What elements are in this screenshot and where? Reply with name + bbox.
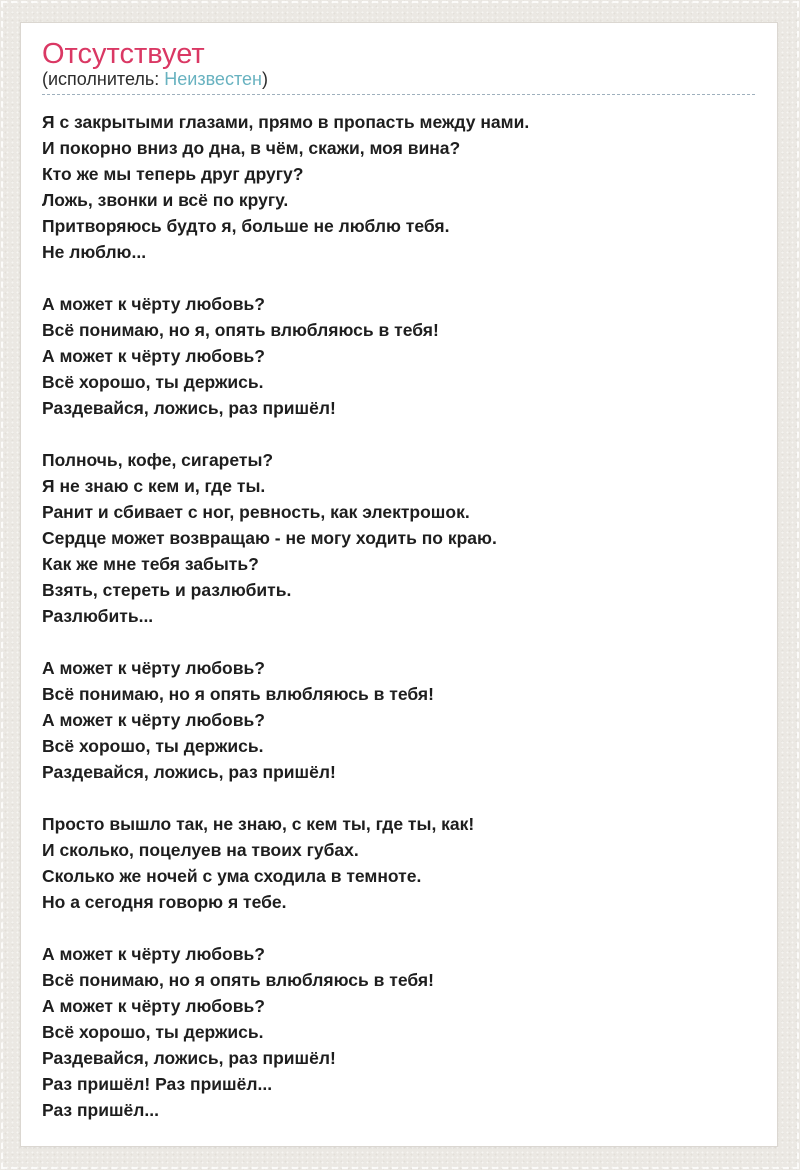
artist-line	[42, 69, 755, 95]
lyric-line: И покорно вниз до дна, в чём, скажи, моя вина?	[42, 138, 461, 158]
lyrics	[42, 109, 755, 1123]
lyric-line: Как же мне тебя забыть?	[42, 554, 259, 574]
lyric-line: Разлюбить...	[42, 606, 154, 626]
lyric-line: Полночь, кофе, сигареты?	[42, 450, 274, 470]
lyric-line: Всё понимаю, но я опять влюбляюсь в тебя!	[42, 684, 434, 704]
lyrics-stanza	[42, 655, 755, 785]
lyric-line: Кто же мы теперь друг другу?	[42, 164, 304, 184]
artist-label-prefix: (исполнитель:	[42, 69, 165, 89]
lyric-line: Ложь, звонки и всё по кругу.	[42, 190, 289, 210]
lyric-line: Всё хорошо, ты держись.	[42, 1022, 264, 1042]
lyric-line: Раздевайся, ложись, раз пришёл!	[42, 762, 336, 782]
lyric-line: А может к чёрту любовь?	[42, 710, 265, 730]
lyric-line: Всё понимаю, но я, опять влюбляюсь в тебя!	[42, 320, 439, 340]
lyric-line: Всё хорошо, ты держись.	[42, 372, 264, 392]
lyrics-stanza	[42, 109, 755, 265]
lyric-line: Раз пришёл! Раз пришёл...	[42, 1074, 273, 1094]
lyric-line: Всё понимаю, но я опять влюбляюсь в тебя!	[42, 970, 434, 990]
lyrics-stanza	[42, 941, 755, 1123]
lyric-line: А может к чёрту любовь?	[42, 346, 265, 366]
lyric-line: Раздевайся, ложись, раз пришёл!	[42, 398, 336, 418]
lyrics-stanza	[42, 291, 755, 421]
artist-link[interactable]: Неизвестен	[164, 69, 262, 89]
lyrics-stanza	[42, 447, 755, 629]
lyric-line: Я не знаю с кем и, где ты.	[42, 476, 266, 496]
lyrics-stanza	[42, 811, 755, 915]
artist-label-suffix: )	[261, 69, 268, 89]
lyric-line: А может к чёрту любовь?	[42, 658, 265, 678]
lyric-line: Притворяюсь будто я, больше не люблю тебя.	[42, 216, 450, 236]
song-title: Отсутствует	[42, 38, 205, 70]
lyric-line: Взять, стереть и разлюбить.	[42, 580, 292, 600]
lyric-line: Сколько же ночей с ума сходила в темноте.	[42, 866, 422, 886]
lyric-line: И сколько, поцелуев на твоих губах.	[42, 840, 359, 860]
lyric-line: Раз пришёл...	[42, 1100, 159, 1120]
lyric-line: Ранит и сбивает с ног, ревность, как электрошок.	[42, 502, 470, 522]
lyric-line: Сердце может возвращаю - не могу ходить по краю.	[42, 528, 497, 548]
lyric-line: Всё хорошо, ты держись.	[42, 736, 264, 756]
lyric-line: Раздевайся, ложись, раз пришёл!	[42, 1048, 336, 1068]
lyric-line: А может к чёрту любовь?	[42, 294, 265, 314]
lyric-line: Но а сегодня говорю я тебе.	[42, 892, 287, 912]
lyrics-card	[20, 22, 778, 1147]
lyric-line: Просто вышло так, не знаю, с кем ты, где ты, как!	[42, 814, 475, 834]
lyric-line: А может к чёрту любовь?	[42, 996, 265, 1016]
lyric-line: Я с закрытыми глазами, прямо в пропасть между нами.	[42, 112, 530, 132]
lyric-line: А может к чёрту любовь?	[42, 944, 265, 964]
lyric-line: Не люблю...	[42, 242, 147, 262]
